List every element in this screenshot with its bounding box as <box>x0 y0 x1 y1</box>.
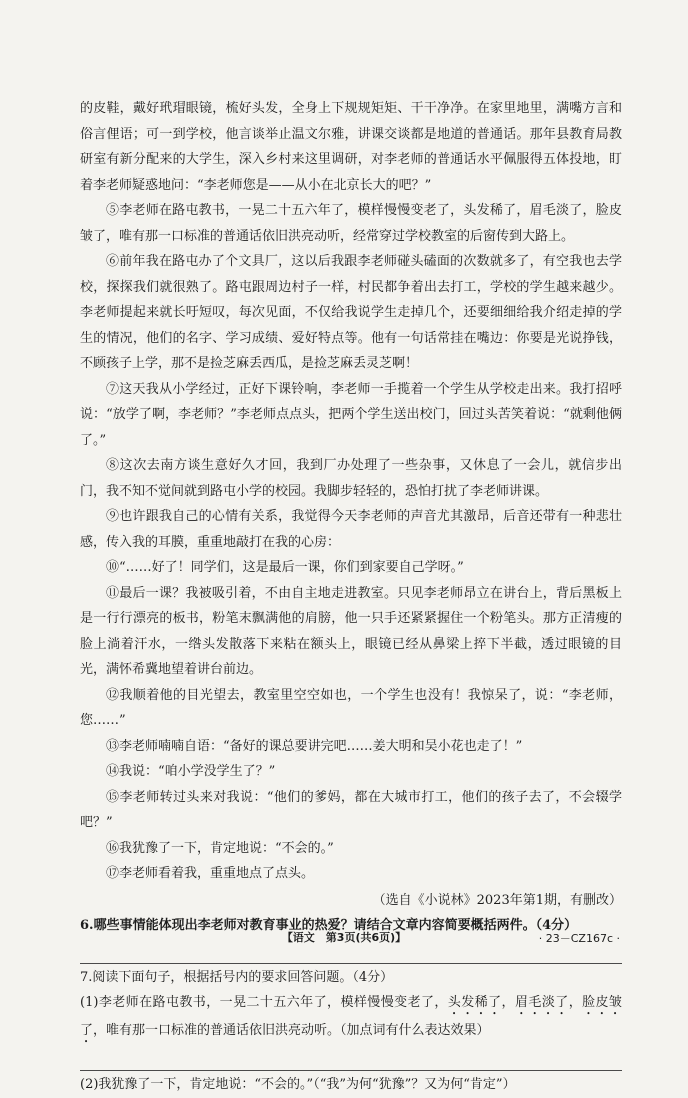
q7-1-comma-2: ， <box>568 995 583 1010</box>
question-7-part-2: (2)我犹豫了一下，肯定地说：“不会的。”（“我”为何“犹豫”？又为何“肯定”） <box>80 1077 516 1092</box>
page-number: 【语文 第3页(共6页)】 <box>281 931 407 944</box>
paragraph-15: ⑮李老师转过头来对我说：“他们的爹妈，都在大城市打工，他们的孩子去了，不会辍学吧？” <box>80 789 622 830</box>
q7-1-dotted-word-1: 头发稀了 <box>447 995 502 1010</box>
source-citation: （选自《小说林》2023年第1期，有删改） <box>372 892 622 908</box>
q7-1-text-g: ，唯有那一口标准的普通话依旧洪亮动听。（加点词有什么表达效果） <box>93 1023 490 1038</box>
paragraph-8: ⑧这次去南方谈生意好久才回，我到厂办处理了一些杂事，又休息了一会儿，就信步出门，我不知不觉间就到路屯小学的校园。我脚步轻轻的，恐怕打扰了李老师讲课。 <box>80 458 622 499</box>
paragraph-16: ⑯我犹豫了一下，肯定地说：“不会的。” <box>106 840 334 856</box>
question-7: 7.阅读下面句子，根据括号内的要求回答问题。（4分） <box>80 969 394 985</box>
q7-1-text-a: (1)李老师在路屯教书，一晃二十五六年了，模样慢慢变老了， <box>80 995 448 1010</box>
question-7-part-1 <box>80 990 622 1046</box>
paragraph-10: ⑩“……好了！同学们，这是最后一课，你们到家要自己学呀。” <box>106 560 464 575</box>
paragraph-17: ⑰李老师看着我，重重地点了点头。 <box>106 866 315 881</box>
paragraph-14: ⑭我说：“咱小学没学生了？” <box>106 764 276 779</box>
paragraph-6: ⑥前年我在路屯办了个文具厂，这以后我跟李老师碰头磕面的次数就多了，有空我也去学校，探探我们就很熟了。路屯跟周边村子一样，村民都争着出去打工，学校的学生越来越少。李老师提起来就长吁短叹，每次见面，不仅给我说学生走掉几个，还要细细给我介绍走掉的学生的情况，他们的名字、学习成绩、爱好特点等。他有一句话常挂在嘴边：你要是光说挣钱，不顾孩子上学，那不是捡芝麻丢西瓜，是捡芝麻丢灵芝啊！ <box>80 254 622 371</box>
paragraph-12: ⑫我顺着他的目光望去，教室里空空如也，一个学生也没有！我惊呆了，说：“李老师，您……” <box>80 687 622 728</box>
paragraph-13: ⑬李老师喃喃自语：“备好的课总要讲完吧……姜大明和吴小花也走了！” <box>106 738 523 754</box>
answer-line-q7-1[interactable] <box>80 1046 622 1071</box>
q7-1-dotted-word-2: 眉毛淡了 <box>514 995 569 1010</box>
q7-1-comma-1: ， <box>501 995 515 1010</box>
paragraph-continued: 的皮鞋，戴好玳瑁眼镜，梳好头发，全身上下规规矩矩、干干净净。在家里地里，满嘴方言和俗言俚语；可一到学校，他言谈举止温文尔雅，讲课交谈都是地道的普通话。那年县教育局教研室有新分配来的大学生，深入乡村来这里调研，对李老师的普通话水平佩服得五体投地，盯着李老师疑惑地问：“李老师您是——从小在北京长大的吧？” <box>80 101 622 193</box>
paragraph-5: ⑤李老师在路屯教书，一晃二十五六年了，模样慢慢变老了，头发稀了，眉毛淡了，脸皮皱了，唯有那一口标准的普通话依旧洪亮动听，经常穿过学校教室的后窗传到大路上。 <box>80 203 622 244</box>
paragraph-11: ⑪最后一课？我被吸引着，不由自主地走进教室。只见李老师昂立在讲台上，背后黑板上是一行行漂亮的板书，粉笔末飘满他的肩膀，他一只手还紧紧握住一个粉笔头。那方正清瘦的脸上淌着汗水，一绺头发散落下来粘在额头上，眼镜已经从鼻梁上捽下半截，透过眼镜的目光，满怀希冀地望着讲台前边。 <box>80 585 622 677</box>
paragraph-7: ⑦这天我从小学经过，正好下课铃响，李老师一手揽着一个学生从学校走出来。我打招呼说：“放学了啊，李老师？”李老师点点头，把两个学生送出校门，回过头苦笑着说：“就剩他俩了。” <box>80 381 622 448</box>
question-6: 6.哪些事情能体现出李老师对教育事业的热爱？请结合文章内容简要概括两件。（4分） <box>80 918 578 933</box>
exam-code: · 23－CZ167c · <box>538 932 620 945</box>
paragraph-9: ⑨也许跟我自己的心情有关系，我觉得今天李老师的声音尤其激昂，后音还带有一种悲壮感，传入我的耳膜，重重地敲打在我的心房： <box>80 509 622 550</box>
q7-1-dotted-word-3: 脸皮皱了 <box>80 995 622 1038</box>
page-footer <box>0 929 688 951</box>
